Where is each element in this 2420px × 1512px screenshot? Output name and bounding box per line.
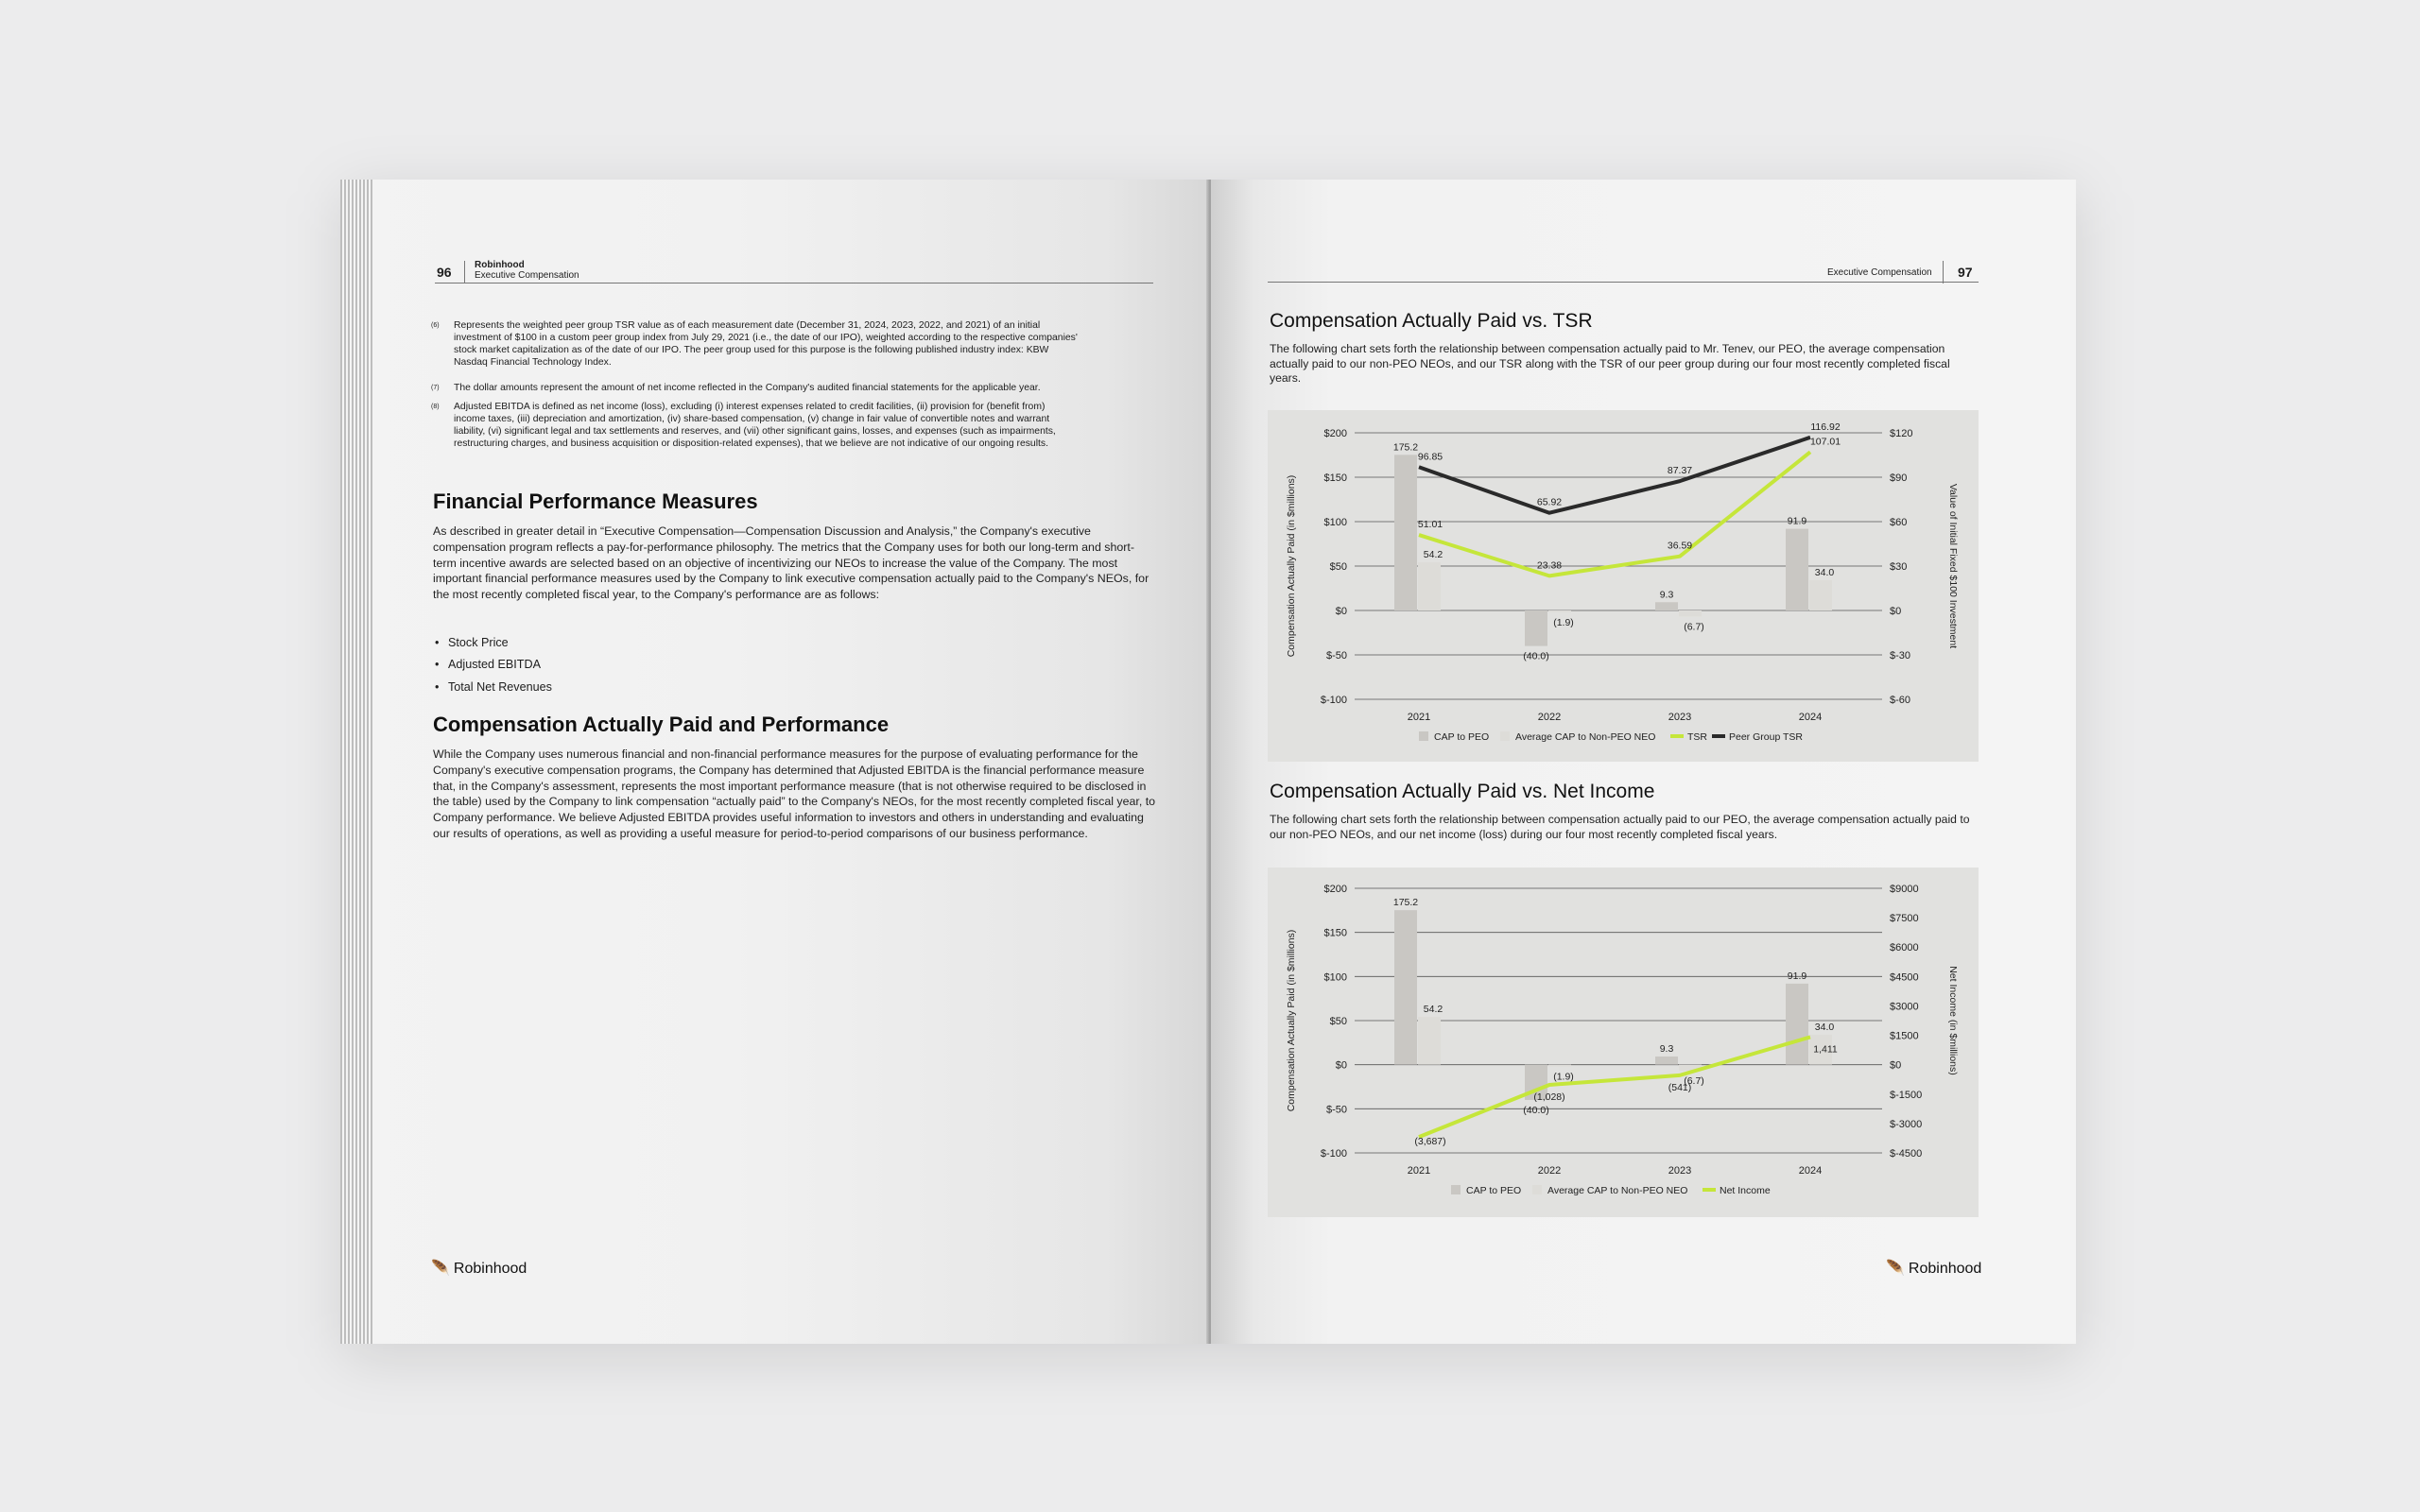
bullet-adjusted-ebitda: • Adjusted EBITDA (435, 658, 541, 671)
y2-tick-label: $4500 (1890, 971, 1919, 984)
bullet-stock-price: • Stock Price (435, 636, 509, 649)
right-page (1211, 180, 2076, 1344)
bar-label: (40.0) (1523, 1105, 1549, 1116)
financial-performance-heading: Financial Performance Measures (433, 490, 758, 513)
bar (1394, 910, 1417, 1065)
footnote-6: (6) Represents the weighted peer group TSR value as of each measurement date (December 31, 2024, 2023, 2022, and 2021) of an initial investment of $100 in a custom peer group index from July 29, 2021 (i.e., the date of our IPO), weighted according to the respective companies' stock market capitalization as of the date of our IPO. The peer group used for this purpose is the following published industry index: KBW Nasdaq Financial Technology Index. (431, 320, 1078, 368)
line-label: 107.01 (1809, 436, 1841, 448)
y-tick-label: $0 (1335, 1059, 1347, 1072)
financial-performance-paragraph: As described in greater detail in “Executive Compensation—Compensation Discussion and Analysis,” the Company's executive compensation program reflects a pay-for-performance philosophy. The metrics that the Company uses for both our long-term and short-term incentive awards are selected based on an objective of incentivizing our NEOs to increase the value of the Company. The most important financial performance measures used by the Company to link executive compensation actually paid to the Company's NEOs, for the most recently completed fiscal year, to the Company's performance are as follows: (433, 524, 1150, 602)
y-tick-label: $200 (1323, 884, 1347, 895)
line-label: (1,028) (1533, 1091, 1565, 1103)
line-label: (541) (1668, 1081, 1692, 1093)
bar-label: 54.2 (1423, 549, 1443, 561)
bar (1394, 455, 1417, 610)
bar (1809, 580, 1832, 610)
y-tick-label: $0 (1335, 606, 1347, 617)
net-income-chart (1268, 868, 1979, 1217)
bar (1525, 610, 1547, 646)
bar-label: 175.2 (1392, 897, 1419, 909)
bar-label: 54.2 (1423, 1004, 1443, 1016)
bar (1679, 610, 1702, 616)
footnote-7: (7) The dollar amounts represent the amount of net income reflected in the Company's audited financial statements for the applicable year. (431, 383, 1041, 393)
series-line (1419, 1037, 1810, 1137)
tsr-chart-description: The following chart sets forth the relationship between compensation actually paid to Mr. Tenev, our PEO, the average compensation actually paid to our non-PEO NEOs, and our TSR along with the TSR of our peer group during our four most recently completed fiscal years. (1270, 342, 1950, 385)
x-tick-label: 2022 (1537, 1165, 1562, 1177)
header-section: Executive Compensation (1827, 267, 1932, 278)
line-label: (3,687) (1414, 1136, 1446, 1148)
header-separator (1943, 261, 1944, 284)
y-tick-label: $150 (1323, 927, 1347, 939)
y2-tick-label: $60 (1890, 517, 1908, 528)
y2-tick-label: $-1500 (1890, 1089, 1923, 1101)
header-rule (1268, 282, 1979, 283)
line-label: 36.59 (1667, 540, 1693, 552)
bar (1418, 1017, 1441, 1065)
bar (1548, 610, 1571, 612)
bar-label: 91.9 (1787, 515, 1807, 527)
cap-performance-heading: Compensation Actually Paid and Performance (433, 713, 890, 736)
bar-label: (6.7) (1684, 1074, 1704, 1087)
y2-tick-label: $30 (1890, 561, 1908, 573)
y2-tick-label: $6000 (1890, 942, 1919, 954)
legend-label: TSR (1687, 731, 1707, 743)
x-tick-label: 2023 (1668, 712, 1692, 723)
legend-swatch (1451, 1185, 1461, 1194)
y-tick-label: $50 (1329, 1016, 1347, 1027)
legend-label: Net Income (1720, 1185, 1771, 1196)
net-income-chart-svg (1268, 868, 1979, 1217)
y2-tick-label: $-4500 (1890, 1148, 1923, 1160)
y2-axis-title: Net Income (in $millions) (1947, 966, 1959, 1075)
series-line (1419, 452, 1810, 576)
tsr-chart-svg (1268, 410, 1979, 762)
x-tick-label: 2024 (1798, 712, 1823, 723)
y-tick-label: $-50 (1325, 650, 1347, 662)
bar (1548, 1065, 1571, 1067)
bar (1418, 562, 1441, 610)
header-section: Executive Compensation (475, 270, 579, 281)
footnote-8: (8) Adjusted EBITDA is defined as net income (loss), excluding (i) interest expenses related to credit facilities, (ii) provision for (benefit from) income taxes, (iii) depreciation and amortization, (iv) share-based compensation, (v) change in fair value of convertible notes and warrant liability, (vi) significant legal and tax settlements and reserves, and (vii) other significant gains, losses, and expenses (such as impairments, restructuring charges, and business acquisition or disposition-related expenses), that we believe are not indicative of our ongoing results. (431, 402, 1056, 449)
y-axis-title: Compensation Actually Paid (in $millions) (1286, 929, 1297, 1112)
legend-swatch (1500, 731, 1510, 741)
line-label: 96.85 (1417, 451, 1443, 463)
page-number: 96 (437, 265, 452, 280)
line-label: 1,411 (1813, 1043, 1838, 1056)
y2-tick-label: $7500 (1890, 913, 1919, 925)
legend-label: Average CAP to Non-PEO NEO (1547, 1185, 1688, 1196)
header-brand: Robinhood (475, 260, 525, 270)
x-tick-label: 2021 (1407, 712, 1431, 723)
y2-tick-label: $1500 (1890, 1030, 1919, 1042)
y-tick-label: $200 (1323, 428, 1347, 439)
y2-tick-label: $120 (1890, 428, 1913, 439)
bar-label: 34.0 (1814, 567, 1835, 579)
net-income-chart-description: The following chart sets forth the relationship between compensation actually paid to our PEO, the average compensation actually paid to our non-PEO NEOs, and our net income (loss) during our four most recently completed fiscal years. (1270, 813, 1970, 841)
tsr-chart-heading: Compensation Actually Paid vs. TSR (1270, 310, 1593, 332)
y-tick-label: $-100 (1320, 1148, 1347, 1160)
bar (1655, 1057, 1678, 1065)
legend-swatch (1532, 1185, 1542, 1194)
y-tick-label: $150 (1323, 472, 1347, 484)
line-label: 51.01 (1417, 519, 1443, 531)
bar-label: (1.9) (1553, 616, 1574, 628)
bar-label: (1.9) (1553, 1071, 1574, 1083)
y2-tick-label: $0 (1890, 1059, 1902, 1072)
bar (1655, 602, 1678, 610)
tsr-chart (1268, 410, 1979, 762)
bar (1786, 529, 1808, 610)
robinhood-logo: 🪶 Robinhood (431, 1261, 527, 1277)
y-tick-label: $-50 (1325, 1104, 1347, 1116)
header-rule (435, 283, 1153, 284)
series-line (1419, 438, 1810, 513)
y-tick-label: $100 (1323, 517, 1347, 528)
x-tick-label: 2021 (1407, 1165, 1431, 1177)
bar (1786, 984, 1808, 1065)
legend-swatch (1419, 731, 1428, 741)
left-page (340, 180, 1209, 1344)
bullet-total-net-revenues: • Total Net Revenues (435, 680, 552, 694)
y-axis-title: Compensation Actually Paid (in $millions) (1286, 474, 1297, 658)
bar-label: 9.3 (1659, 1042, 1674, 1055)
feather-icon: 🪶 (1886, 1261, 1905, 1277)
y-tick-label: $100 (1323, 971, 1347, 984)
bar-label: 175.2 (1392, 441, 1419, 454)
net-income-chart-heading: Compensation Actually Paid vs. Net Income (1270, 781, 1655, 802)
page-number: 97 (1958, 265, 1973, 280)
cap-performance-paragraph: While the Company uses numerous financial and non-financial performance measures for the purpose of evaluating performance for the Company's executive compensation programs, the Company has determined that Adjusted EBITDA is the financial performance measure that, in the Company's assessment, represents the most important performance measure (that is not otherwise required to be disclosed in the table) used by the Company to link compensation “actually paid” to the Company's NEOs, for the most recently completed fiscal year, to Company performance. We believe Adjusted EBITDA provides useful information to investors and others in understanding and evaluating our results of operations, as well as providing a useful measure for period-to-period comparisons of our business performance. (433, 747, 1156, 840)
header-separator (464, 261, 465, 284)
line-label: 23.38 (1536, 559, 1563, 572)
y2-tick-label: $0 (1890, 606, 1902, 617)
legend-label: CAP to PEO (1434, 731, 1490, 743)
y2-axis-title: Value of Initial Fixed $100 Investment (1947, 483, 1959, 649)
bar-label: 9.3 (1659, 589, 1674, 601)
legend-label: CAP to PEO (1466, 1185, 1522, 1196)
legend-label: Average CAP to Non-PEO NEO (1515, 731, 1656, 743)
feather-icon: 🪶 (431, 1261, 450, 1277)
y2-tick-label: $-30 (1890, 650, 1911, 662)
x-tick-label: 2023 (1668, 1165, 1692, 1177)
y2-tick-label: $3000 (1890, 1001, 1919, 1013)
y-tick-label: $-100 (1320, 695, 1347, 706)
bar-label: 91.9 (1787, 970, 1807, 982)
y2-tick-label: $-60 (1890, 695, 1911, 706)
y2-tick-label: $9000 (1890, 884, 1919, 895)
y-tick-label: $50 (1329, 561, 1347, 573)
line-label: 116.92 (1810, 421, 1841, 433)
line-label: 87.37 (1667, 465, 1693, 477)
robinhood-logo: 🪶 Robinhood (1886, 1261, 1982, 1277)
x-tick-label: 2024 (1798, 1165, 1823, 1177)
y2-tick-label: $90 (1890, 472, 1908, 484)
line-label: 65.92 (1536, 496, 1563, 508)
legend-label: Peer Group TSR (1729, 731, 1804, 743)
bar-label: (6.7) (1684, 621, 1704, 633)
y2-tick-label: $-3000 (1890, 1118, 1923, 1130)
bar-label: 34.0 (1814, 1021, 1835, 1033)
page-edge (340, 180, 372, 1344)
bar-label: (40.0) (1523, 650, 1549, 662)
x-tick-label: 2022 (1537, 712, 1562, 723)
